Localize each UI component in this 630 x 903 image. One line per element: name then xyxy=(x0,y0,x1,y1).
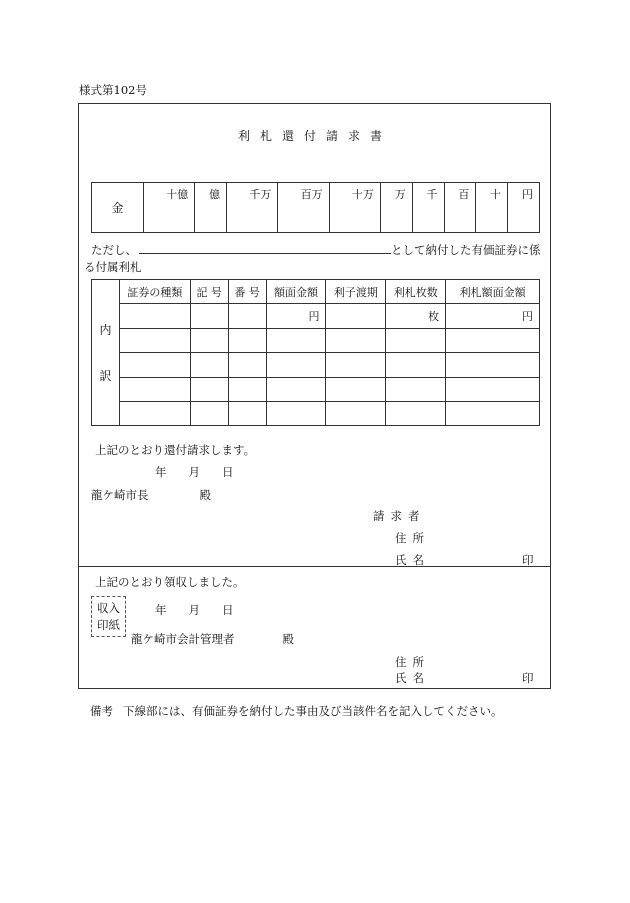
date-year-label: 年 xyxy=(155,603,167,617)
receipt-statement: 上記のとおり領収しました。 xyxy=(95,575,245,589)
honorific: 殿 xyxy=(199,488,211,502)
amount-table xyxy=(91,182,540,233)
amount-label: 金 xyxy=(92,183,144,233)
address-label: 住所 xyxy=(395,655,430,669)
amount-unit-cell[interactable]: 十億 xyxy=(144,183,195,233)
amount-unit-cell[interactable]: 千万 xyxy=(227,183,278,233)
amount-unit-cell[interactable]: 百万 xyxy=(278,183,329,233)
table-cell[interactable] xyxy=(326,401,386,425)
column-header: 額面金額 xyxy=(266,280,326,304)
name-label: 氏名 xyxy=(395,671,430,685)
column-header: 記 号 xyxy=(190,280,228,304)
amount-unit-cell[interactable]: 円 xyxy=(508,183,540,233)
table-cell[interactable] xyxy=(119,353,190,377)
table-cell[interactable] xyxy=(228,401,266,425)
amount-unit-cell[interactable]: 万 xyxy=(380,183,412,233)
stamp-line1: 収入 xyxy=(97,601,120,615)
side-label-bottom: 訳 xyxy=(99,368,112,383)
date-day-label: 日 xyxy=(222,465,234,479)
column-header: 利札額面金額 xyxy=(446,280,540,304)
amount-unit-cell[interactable]: 十 xyxy=(476,183,508,233)
column-header: 番 号 xyxy=(228,280,266,304)
table-cell[interactable] xyxy=(228,328,266,352)
table-cell[interactable] xyxy=(190,353,228,377)
addressee: 龍ケ崎市長 xyxy=(91,488,149,502)
amount-unit-cell[interactable]: 百 xyxy=(444,183,476,233)
address-label: 住所 xyxy=(395,531,430,545)
form-title: 利札還付請求書 xyxy=(237,129,392,143)
proviso-line xyxy=(91,242,541,258)
column-header: 証券の種類 xyxy=(119,280,190,304)
reason-blank-field[interactable] xyxy=(139,242,391,254)
table-cell[interactable]: 円 xyxy=(266,304,326,328)
remark-text: 下線部には、有価証券を納付した事由及び当該件名を記入してください。 xyxy=(123,704,503,718)
amount-unit-cell[interactable]: 千 xyxy=(412,183,444,233)
table-cell[interactable] xyxy=(190,328,228,352)
table-row xyxy=(92,353,540,377)
table-cell[interactable] xyxy=(266,401,326,425)
table-cell[interactable] xyxy=(446,353,540,377)
amount-unit-cell[interactable]: 十万 xyxy=(329,183,380,233)
table-cell[interactable] xyxy=(266,353,326,377)
table-cell[interactable] xyxy=(386,353,446,377)
table-header-row xyxy=(92,280,540,304)
request-statement: 上記のとおり還付請求します。 xyxy=(95,443,256,457)
table-row xyxy=(92,328,540,352)
honorific: 殿 xyxy=(282,632,294,646)
table-cell[interactable] xyxy=(190,377,228,401)
proviso-line2: る付属利札 xyxy=(84,260,142,274)
table-cell[interactable] xyxy=(326,328,386,352)
seal-mark: 印 xyxy=(522,671,534,685)
table-cell[interactable] xyxy=(190,304,228,328)
table-cell[interactable]: 円 xyxy=(446,304,540,328)
table-row xyxy=(92,304,540,328)
remark-label: 備考 xyxy=(90,704,113,718)
accountant-line xyxy=(131,631,294,647)
detail-table xyxy=(91,279,540,426)
table-cell[interactable] xyxy=(326,353,386,377)
date-day-label: 日 xyxy=(222,603,234,617)
table-cell[interactable] xyxy=(228,353,266,377)
proviso-suffix: として納付した有価証券に係 xyxy=(391,243,541,257)
column-header: 利子渡期 xyxy=(326,280,386,304)
claimant-label: 請求者 xyxy=(373,509,426,523)
table-cell[interactable] xyxy=(326,377,386,401)
table-row xyxy=(92,377,540,401)
table-cell[interactable] xyxy=(119,304,190,328)
table-cell[interactable]: 枚 xyxy=(386,304,446,328)
table-cell[interactable] xyxy=(266,377,326,401)
table-cell[interactable] xyxy=(386,377,446,401)
stamp-line2: 印紙 xyxy=(97,618,120,632)
table-cell[interactable] xyxy=(228,377,266,401)
table-cell[interactable] xyxy=(446,377,540,401)
column-header: 利札枚数 xyxy=(386,280,446,304)
table-cell[interactable] xyxy=(119,377,190,401)
form-number: 様式第102号 xyxy=(79,83,147,97)
remark xyxy=(90,703,503,719)
accountant-addressee: 龍ケ崎市会計管理者 xyxy=(131,632,235,646)
proviso-prefix: ただし、 xyxy=(91,243,137,257)
table-cell[interactable] xyxy=(190,401,228,425)
table-cell[interactable] xyxy=(119,328,190,352)
section-divider xyxy=(78,566,551,567)
table-cell[interactable] xyxy=(326,304,386,328)
date-month-label: 月 xyxy=(188,603,200,617)
seal-mark: 印 xyxy=(522,553,534,567)
table-cell[interactable] xyxy=(386,401,446,425)
date-year-label: 年 xyxy=(155,465,167,479)
request-date[interactable] xyxy=(155,464,234,480)
detail-side-label xyxy=(92,280,120,426)
table-cell[interactable] xyxy=(266,328,326,352)
addressee-line xyxy=(91,487,211,503)
amount-unit-cell[interactable]: 億 xyxy=(195,183,227,233)
table-cell[interactable] xyxy=(119,401,190,425)
name-label: 氏名 xyxy=(395,553,430,567)
side-label-top: 内 xyxy=(99,322,112,337)
revenue-stamp-box xyxy=(91,596,126,637)
table-cell[interactable] xyxy=(386,328,446,352)
table-cell[interactable] xyxy=(446,401,540,425)
date-month-label: 月 xyxy=(188,465,200,479)
table-cell[interactable] xyxy=(228,304,266,328)
table-cell[interactable] xyxy=(446,328,540,352)
table-row xyxy=(92,401,540,425)
receipt-date[interactable] xyxy=(155,602,234,618)
